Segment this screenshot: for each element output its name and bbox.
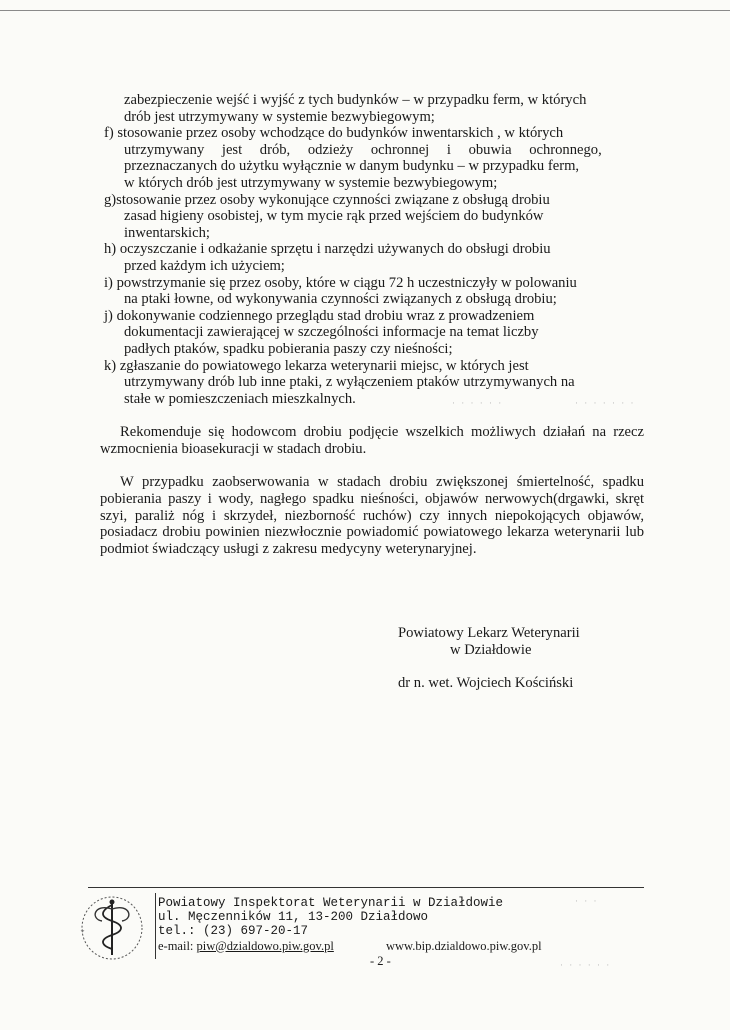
signature-block <box>398 625 628 692</box>
intro-continuation <box>104 92 644 125</box>
list-item-g <box>104 192 644 209</box>
list-item-h-continuation <box>104 258 644 275</box>
list-line: utrzymywany jest drób, odzieży ochronnej i obuwia ochronnego, <box>124 141 602 158</box>
list-line: stosowanie przez osoby wchodzące do budynków inwentarskich , w których <box>117 125 564 142</box>
list-line: oczyszczanie i odkażanie sprzętu i narzędzi używanych do obsługi drobiu <box>119 241 551 258</box>
list-label: h) <box>104 241 120 258</box>
list-line: zgłaszanie do powiatowego lekarza weterynarii miejsc, w których jest <box>119 357 529 374</box>
footer-email-link[interactable]: piw@dzialdowo.piw.gov.pl <box>196 938 334 953</box>
list-line: przed każdym ich użyciem; <box>124 257 285 274</box>
list-line: stosowanie przez osoby wykonujące czynności związane z obsługą drobiu <box>116 191 550 208</box>
footer-website-link[interactable]: www.bip.dzialdowo.piw.gov.pl <box>386 939 542 953</box>
list-line: padłych ptaków, spadku pobierania paszy czy nieśności; <box>124 340 453 357</box>
list-item-i <box>104 275 644 292</box>
scan-artifact: · · · · · · <box>560 960 612 970</box>
footer-address: ul. Męczenników 11, 13-200 Działdowo <box>158 910 429 925</box>
list-line: przeznaczanych do użytku wyłącznie w danym budynku – w przypadku ferm, <box>124 158 580 175</box>
list-item-j <box>104 308 644 325</box>
signature-title-line-1: Powiatowy Lekarz Weterynarii <box>398 625 580 641</box>
list-line: stałe w pomieszczeniach mieszkalnych. <box>124 390 356 407</box>
letter-body <box>100 92 644 557</box>
svg-text:✦: ✦ <box>80 928 86 935</box>
list-item-k-continuation <box>104 374 644 407</box>
list-line: powstrzymanie się przez osoby, które w ciągu 72 h uczestniczyły w polowaniu <box>116 274 577 291</box>
symptoms-paragraph: W przypadku zaobserwowania w stadach drobiu zwiększonej śmiertelność, spadku pobierania paszy i wody, nagłego spadku nieśności, objawów nerwowych(drgawki, skręt szyi, paraliż nóg i skrzydeł, niezborność ruchów) czy innych niepokojących objawów, posiadacz drobiu powinien niezwłocznie powiadomić powiatowego lekarza weterynarii lub podmiot świadczący usługi z zakresu medycyny weterynaryjnej. <box>100 474 644 557</box>
list-line: dokumentacji zawierającej w szczególności informacje na temat liczby <box>124 324 539 341</box>
footer-phone: tel.: (23) 697-20-17 <box>158 924 309 939</box>
list-item-k <box>104 358 644 375</box>
intro-line: zabezpieczenie wejść i wyjść z tych budynków – w przypadku ferm, w których <box>124 92 587 108</box>
list-line: utrzymywany drób lub inne ptaki, z wyłączeniem ptaków utrzymywanych na <box>124 374 575 391</box>
list-label: f) <box>104 125 118 142</box>
page-number: - 2 - <box>370 954 391 968</box>
list-line: w których drób jest utrzymywany w systemie bezwybiegowym; <box>124 174 498 191</box>
list-label: j) <box>104 307 117 324</box>
signature-title-line-2: w Działdowie <box>450 641 532 658</box>
list-item-h <box>104 241 644 258</box>
recommendation-paragraph: Rekomenduje się hodowcom drobiu podjęcie wszelkich możliwych działań na rzecz wzmocnienia bioasekuracji w stadach drobiu. <box>100 424 644 457</box>
list-label: k) <box>104 357 120 374</box>
footer-rule <box>88 887 644 888</box>
intro-line: drób jest utrzymywany w systemie bezwybiegowym; <box>124 108 435 125</box>
veterinary-caduceus-logo-icon <box>72 893 148 963</box>
footer-email-label: e-mail: <box>158 938 197 953</box>
list-line: inwentarskich; <box>124 224 210 241</box>
scan-artifact: · · · · · · · <box>575 398 636 408</box>
list-label: i) <box>104 274 117 291</box>
list-item-j-continuation <box>104 324 644 357</box>
list-item-g-continuation <box>104 208 644 241</box>
top-page-rule <box>0 10 730 11</box>
list-label: g) <box>104 191 117 208</box>
scan-artifact: · · · <box>575 896 599 906</box>
signatory-name: dr n. wet. Wojciech Kościński <box>398 675 574 692</box>
list-item-f <box>104 125 644 142</box>
list-item-f-continuation <box>104 142 644 192</box>
list-line: dokonywanie codziennego przeglądu stad drobiu wraz z prowadzeniem <box>116 307 535 324</box>
list-line: zasad higieny osobistej, w tym mycie rąk przed wejściem do budynków <box>124 208 544 225</box>
list-item-i-continuation <box>104 291 644 308</box>
footer-institution: Powiatowy Inspektorat Weterynarii w Działdowie <box>158 896 504 910</box>
footer-divider <box>155 893 156 959</box>
list-line: na ptaki łowne, od wykonywania czynności związanych z obsługą drobiu; <box>124 291 557 308</box>
scan-artifact: · · · · · · <box>452 398 504 408</box>
